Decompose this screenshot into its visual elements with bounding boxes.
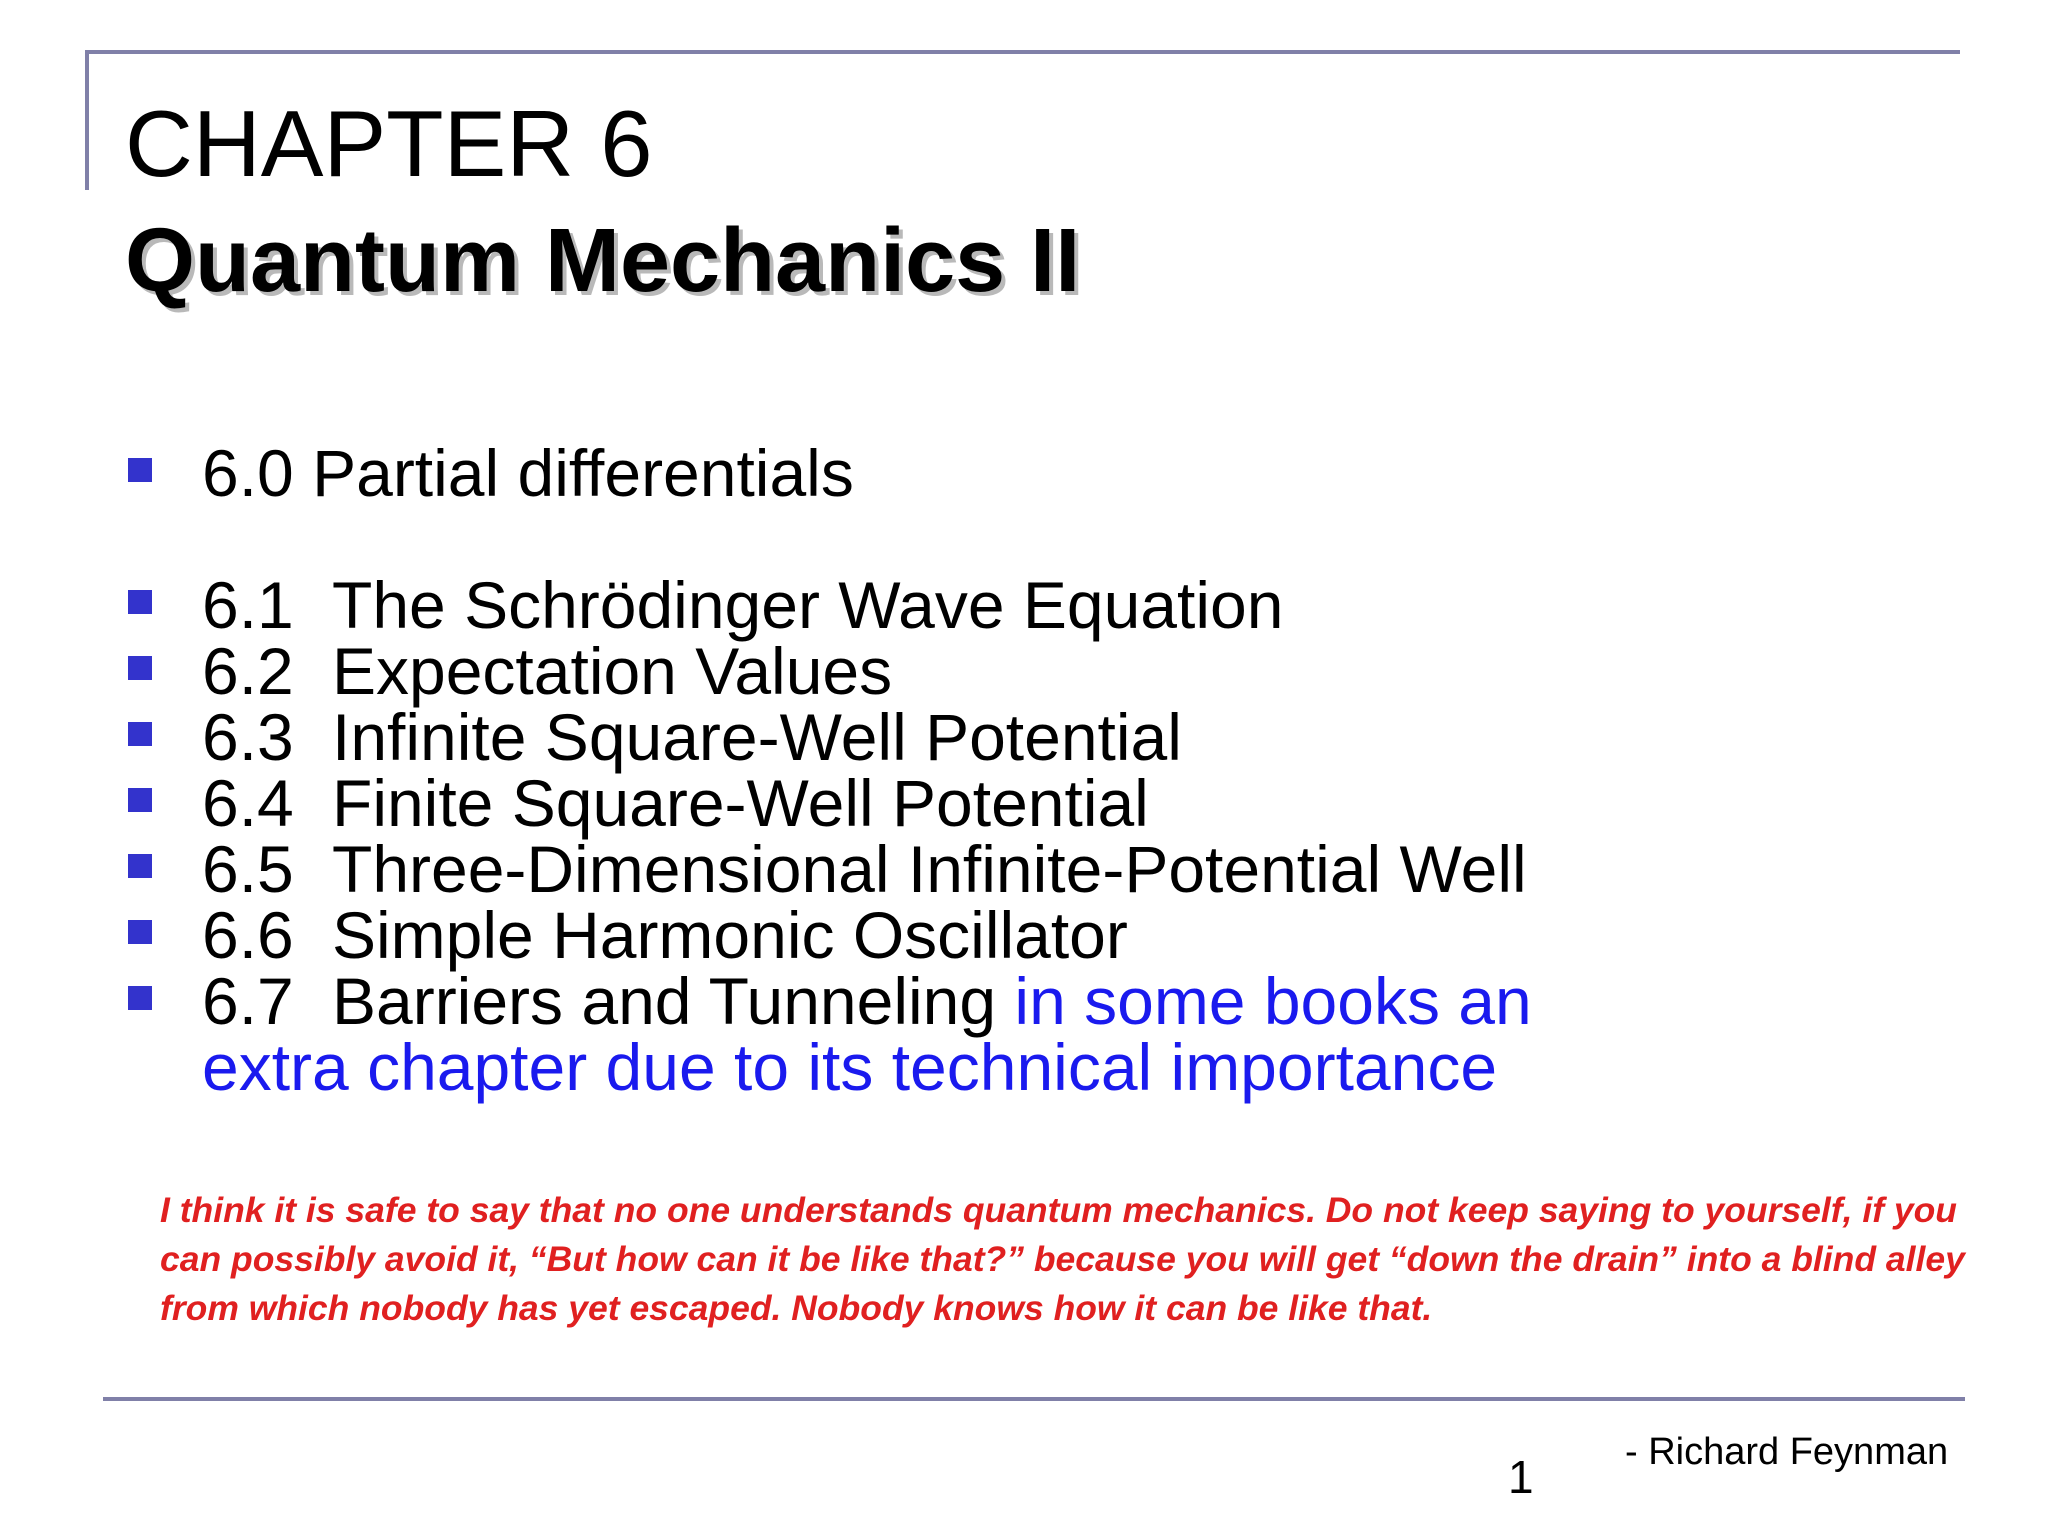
quote-attribution: - Richard Feynman [1625, 1431, 1949, 1473]
toc-item-text [202, 964, 1532, 1038]
square-bullet-icon [128, 920, 152, 944]
toc-item-number: 6.2 [202, 634, 294, 708]
toc-item-number: 6.6 [202, 898, 294, 972]
page-number: 1 [1508, 1451, 1534, 1503]
square-bullet-icon [128, 458, 152, 482]
toc-item-number: 6.3 [202, 700, 294, 774]
toc-item-text [202, 700, 1182, 774]
toc-item-title: Simple Harmonic Oscillator [332, 898, 1128, 972]
square-bullet-icon [128, 854, 152, 878]
toc-item-note: in some books an [1014, 964, 1532, 1038]
bottom-rule [103, 1397, 1965, 1401]
feynman-quote: I think it is safe to say that no one understands quantum mechanics. Do not keep saying to yourself, if you can possibly avoid it, “But how can it be like that?” because you will get “down the drain” into a blind alley from which nobody has yet escaped. Nobody knows how it can be like that. [160, 1190, 1965, 1328]
toc-item-title: Expectation Values [332, 634, 893, 708]
toc-item-title: Infinite Square-Well Potential [332, 700, 1182, 774]
toc-item-text [202, 832, 1527, 906]
toc-item-note-continued: extra chapter due to its technical importance [202, 1030, 1498, 1104]
toc-item-text [202, 568, 1284, 642]
toc-item-number: 6.7 [202, 964, 294, 1038]
chapter-title: Quantum Mechanics II [125, 211, 1081, 311]
toc-item-title: The Schrödinger Wave Equation [332, 568, 1284, 642]
toc-item-text [202, 436, 854, 510]
toc-item-text [202, 634, 893, 708]
square-bullet-icon [128, 590, 152, 614]
toc-item-title: Finite Square-Well Potential [332, 766, 1149, 840]
square-bullet-icon [128, 656, 152, 680]
toc-item-text [202, 898, 1128, 972]
toc-item-title: Three-Dimensional Infinite-Potential Well [332, 832, 1527, 906]
toc-item-title: Barriers and Tunneling [332, 964, 997, 1038]
toc-item-number: 6.1 [202, 568, 294, 642]
chapter-label: CHAPTER 6 [125, 91, 653, 196]
left-rule [85, 50, 89, 190]
square-bullet-icon [128, 722, 152, 746]
toc-item-number: 6.0 [202, 436, 294, 510]
toc-item-title: Partial differentials [312, 436, 854, 510]
toc-item-text [202, 766, 1149, 840]
top-rule [85, 50, 1960, 54]
square-bullet-icon [128, 986, 152, 1010]
square-bullet-icon [128, 788, 152, 812]
toc-item-number: 6.5 [202, 832, 294, 906]
toc-item-number: 6.4 [202, 766, 294, 840]
